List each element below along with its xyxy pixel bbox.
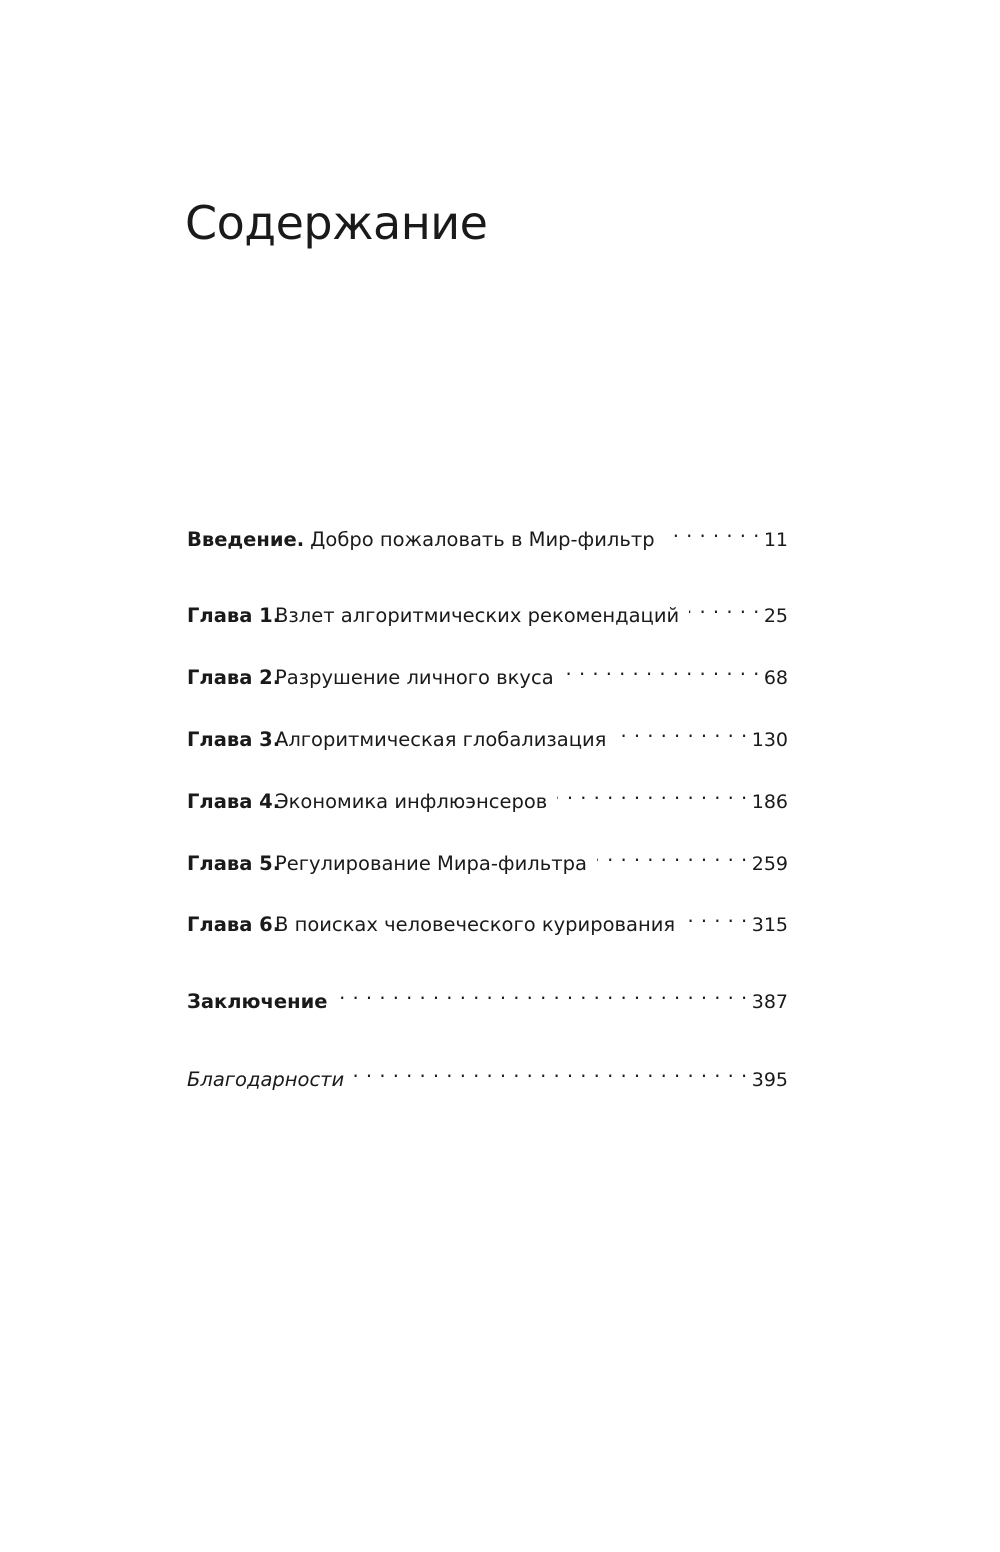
toc-entry-title: Разрушение личного вкуса xyxy=(275,666,554,689)
toc-entry-title: Благодарности xyxy=(187,1068,345,1091)
toc-entry-page: 259 xyxy=(751,853,788,875)
toc-entry-page: 186 xyxy=(751,791,788,813)
dot-leader xyxy=(689,592,760,622)
toc-entry-page: 68 xyxy=(763,667,788,689)
toc-entry-title: Регулирование Мира-фильтра xyxy=(275,852,587,875)
toc-entry-chapter-1[interactable] xyxy=(187,592,788,627)
dot-leader xyxy=(354,1056,748,1086)
toc-entry-acknowledgements[interactable] xyxy=(187,1056,788,1091)
toc-entry-page: 25 xyxy=(763,605,788,627)
toc-entry-chapter-4[interactable] xyxy=(187,778,788,813)
toc-entry-label: Глава 4. xyxy=(187,790,281,813)
toc-entry-page: 315 xyxy=(751,914,788,936)
dot-leader xyxy=(616,716,747,746)
toc-entry-title: Взлет алгоритмических рекомендаций xyxy=(275,604,680,627)
toc-entry-page: 11 xyxy=(763,529,788,551)
toc-entry-title: В поисках человеческого курирования xyxy=(275,913,676,936)
toc-entry-page: 130 xyxy=(751,729,788,751)
page-title: Содержание xyxy=(185,196,488,250)
toc-entry-page: 387 xyxy=(751,991,788,1013)
toc-entry-title: Добро пожаловать в Мир-фильтр xyxy=(310,528,655,551)
toc-entry-chapter-3[interactable] xyxy=(187,716,788,751)
dot-leader xyxy=(685,901,748,931)
toc-entry-conclusion[interactable] xyxy=(187,978,788,1013)
toc-entry-label: Глава 1. xyxy=(187,604,281,627)
dot-leader xyxy=(597,840,748,870)
toc-entry-title: Алгоритмическая глобализация xyxy=(275,728,607,751)
toc-entry-label: Глава 2. xyxy=(187,666,281,689)
dot-leader xyxy=(557,778,747,808)
dot-leader xyxy=(665,516,760,546)
toc-entry-page: 395 xyxy=(751,1069,788,1091)
toc-entry-label: Введение. xyxy=(187,528,305,551)
dot-leader xyxy=(564,654,760,684)
toc-entry-label: Глава 6. xyxy=(187,913,281,936)
toc-entry-label: Глава 5. xyxy=(187,852,281,875)
toc-entry-chapter-5[interactable] xyxy=(187,840,788,875)
toc-entry-title: Экономика инфлюэнсеров xyxy=(275,790,548,813)
toc-entry-chapter-2[interactable] xyxy=(187,654,788,689)
toc-entry-label: Глава 3. xyxy=(187,728,281,751)
toc-entry-introduction[interactable] xyxy=(187,516,788,551)
toc-entry-label: Заключение xyxy=(187,990,328,1013)
dot-leader xyxy=(337,978,747,1008)
toc-entry-chapter-6[interactable] xyxy=(187,901,788,936)
